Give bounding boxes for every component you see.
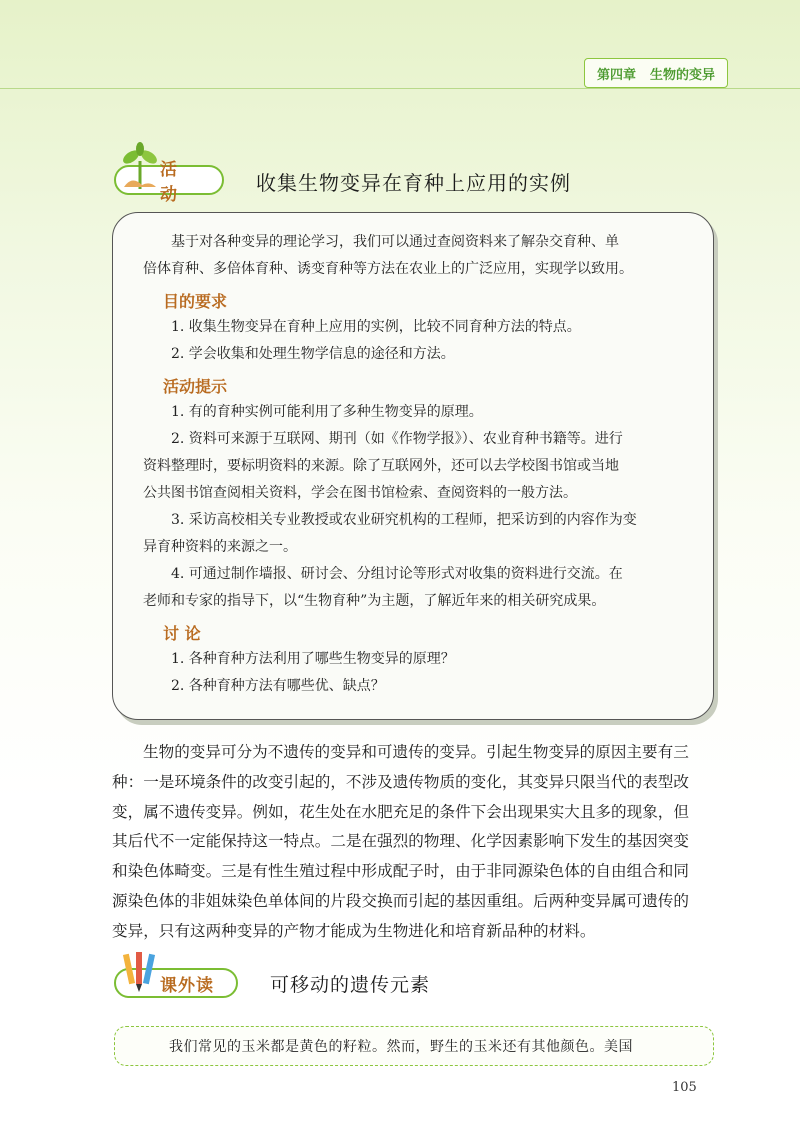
- tip-line-6: 异育种资料的来源之一。: [143, 539, 297, 555]
- goals-heading: 目的要求: [163, 292, 228, 311]
- tip-line-8: 老师和专家的指导下，以“生物育种”为主题，了解近年来的相关研究成果。: [143, 593, 606, 609]
- activity-box: [112, 212, 714, 720]
- tip-line-5: 3. 采访高校相关专业教授或农业研究机构的工程师，把采访到的内容作为变: [171, 512, 637, 528]
- page-number: 105: [672, 1080, 697, 1095]
- main-line-7: 变异，只有这两种变异的产物才能成为生物进化和培育新品种的材料。: [112, 921, 596, 940]
- discussion-item-1: 1. 各种育种方法利用了哪些生物变异的原理？: [171, 651, 455, 667]
- reading-box: [114, 1026, 714, 1066]
- main-line-5: 和染色体畸变。三是有性生殖过程中形成配子时，由于非同源染色体的自由组合和同: [112, 862, 689, 881]
- activity-badge: [114, 160, 224, 205]
- goal-item-1: 1. 收集生物变异在育种上应用的实例，比较不同育种方法的特点。: [171, 319, 581, 335]
- activity-badge-label: 活 动: [160, 160, 180, 205]
- main-line-2: 种：一是环境条件的改变引起的，不涉及遗传物质的变化，其变异只限当代的表型改: [112, 772, 689, 791]
- reading-badge: [114, 968, 238, 998]
- tip-line-1: 1. 有的育种实例可能利用了多种生物变异的原理。: [171, 404, 483, 420]
- discussion-heading: 讨 论: [163, 624, 201, 643]
- reading-text: 我们常见的玉米都是黄色的籽粒。然而，野生的玉米还有其他颜色。美国: [169, 1039, 633, 1055]
- main-line-6: 源染色体的非姐妹染色单体间的片段交换而引起的基因重组。后两种变异属可遗传的: [112, 891, 689, 910]
- discussion-item-2: 2. 各种育种方法有哪些优、缺点？: [171, 678, 385, 694]
- reading-badge-label: 课外读: [160, 975, 214, 996]
- chapter-number: 第四章: [596, 67, 636, 83]
- activity-intro-line-1: 基于对各种变异的理论学习，我们可以通过查阅资料来了解杂交育种、单: [171, 234, 619, 250]
- activity-title: 收集生物变异在育种上应用的实例: [256, 171, 571, 195]
- goal-item-2: 2. 学会收集和处理生物学信息的途径和方法。: [171, 346, 455, 362]
- chapter-title: 生物的变异: [650, 67, 716, 83]
- tip-line-4: 公共图书馆查阅相关资料，学会在图书馆检索、查阅资料的一般方法。: [143, 485, 577, 501]
- main-line-4: 其后代不一定能保持这一特点。二是在强烈的物理、化学因素影响下发生的基因突变: [112, 832, 689, 851]
- sprout-icon: [120, 141, 160, 198]
- main-line-1: 生物的变异可分为不遗传的变异和可遗传的变异。引起生物变异的原因主要有三: [143, 743, 689, 761]
- main-line-3: 变，属不遗传变异。例如，花生处在水肥充足的条件下会出现果实大且多的现象，但: [112, 802, 689, 821]
- activity-intro-line-2: 倍体育种、多倍体育种、诱变育种等方法在农业上的广泛应用，实现学以致用。: [143, 261, 633, 277]
- main-paragraph: [112, 738, 716, 947]
- tip-line-7: 4. 可通过制作墙报、研讨会、分组讨论等形式对收集的资料进行交流。在: [171, 566, 623, 582]
- reading-title: 可移动的遗传元素: [270, 974, 431, 996]
- pencil-icon: [120, 950, 160, 1001]
- tip-line-2: 2. 资料可来源于互联网、期刊（如《作物学报》）、农业育种书籍等。进行: [171, 431, 623, 447]
- chapter-header: [584, 58, 728, 88]
- header-divider: [0, 88, 800, 89]
- tip-line-3: 资料整理时，要标明资料的来源。除了互联网外，还可以去学校图书馆或当地: [143, 458, 619, 474]
- tips-heading: 活动提示: [163, 377, 228, 396]
